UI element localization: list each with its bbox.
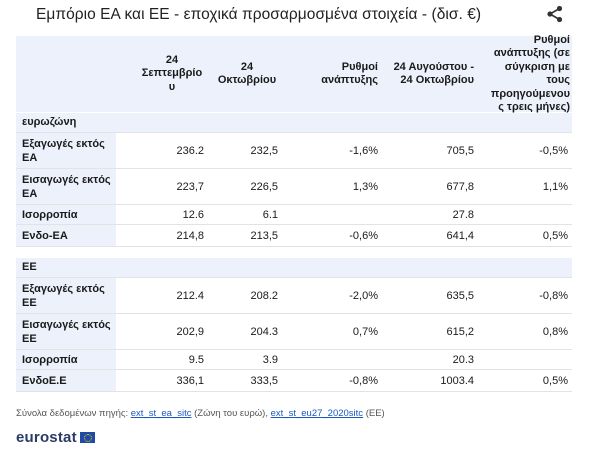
source-link-eu[interactable]: ext_st_eu27_2020sitc [270,408,364,419]
cell-c2: 204.3 [250,325,278,338]
cell-c1: 236.2 [176,144,204,157]
share-icon[interactable] [545,4,565,24]
table-row [16,314,572,350]
header-col-period: 24 Αυγούστου - 24 Οκτωβρίου [393,60,474,86]
cell-c5 [484,205,568,224]
cell-c3: -0,8% [349,374,378,387]
cell-c1: 202,9 [176,325,204,338]
cell-c1: 223,7 [176,180,204,193]
row-label: ΕνδοΕ.Ε [22,374,67,387]
title-bar [0,0,600,30]
table-row [16,205,572,225]
cell-c3: 1,3% [352,180,378,193]
cell-c4: 641,4 [446,229,474,242]
group-header [16,258,572,278]
source-mid: (Ζώνη του ευρώ), [194,408,268,419]
cell-c4: 20.3 [452,353,474,366]
table-row [16,133,572,169]
eurostat-logo[interactable] [16,428,95,446]
cell-c4: 677,8 [446,180,474,193]
cell-c2: 333,5 [250,374,278,387]
cell-c4: 635,5 [446,289,474,302]
cell-c3: -2,0% [349,289,378,302]
header-col-growth: Ρυθμοί ανάπτυξης [321,60,378,86]
cell-c4: 1003.4 [440,374,474,387]
cell-c3 [298,205,378,224]
cell-c2: 226,5 [250,180,278,193]
cell-c2: 6.1 [262,208,278,221]
cell-c5: 0,5% [542,374,568,387]
logo-text: eurostat [16,428,77,446]
group-header [16,113,572,133]
table-row [16,370,572,392]
source-link-ea[interactable]: ext_st_ea_sitc [130,408,192,419]
cell-c1: 336,1 [176,374,204,387]
source-note [16,408,385,419]
eu-flag-icon [80,432,95,443]
cell-c5: 0,8% [542,325,568,338]
row-label: Εξαγωγές εκτός ΕΕ [22,282,105,309]
table-header [16,33,572,113]
header-col-september: 24 Σεπτεμβρίο υ [141,53,203,93]
cell-c3: -0,6% [349,229,378,242]
table-row [16,278,572,314]
table-row [16,169,572,205]
source-suffix: (ΕΕ) [365,408,385,419]
cell-c1: 212.4 [176,289,204,302]
cell-c2: 208.2 [250,289,278,302]
row-label: Ενδο-ΕΑ [22,229,68,242]
header-col-growth-3m: Ρυθμοί ανάπτυξης (σε σύγκριση με τους προηγούμενου ς τρεις μήνες) [490,33,570,113]
source-prefix: Σύνολα δεδομένων πηγής: [16,408,129,419]
cell-c5 [484,350,568,369]
cell-c3 [298,350,378,369]
header-col-october: 24 Οκτωβρίου [217,60,277,86]
cell-c1: 9.5 [188,353,204,366]
cell-c3: -1,6% [349,144,378,157]
row-label: Εξαγωγές εκτός ΕΑ [22,137,105,164]
cell-c2: 213,5 [250,229,278,242]
row-label: Ισορροπία [22,353,78,366]
cell-c2: 232,5 [250,144,278,157]
cell-c4: 705,5 [446,144,474,157]
cell-c1: 214,8 [176,229,204,242]
cell-c2: 3.9 [262,353,278,366]
table-row [16,350,572,370]
row-label: Ισορροπία [22,208,78,221]
group-label: ευρωζώνη [22,116,77,128]
chart-title: Εμπόριο ΕΑ και ΕΕ - εποχικά προσαρμοσμένα στοιχεία - (δισ. €) [36,6,482,23]
cell-c5: 1,1% [542,180,568,193]
row-label: Εισαγωγές εκτός ΕΕ [22,318,111,345]
cell-c5: 0,5% [542,229,568,242]
cell-c3: 0,7% [352,325,378,338]
cell-c4: 615,2 [446,325,474,338]
cell-c1: 12.6 [182,208,204,221]
cell-c5: -0,5% [539,144,568,157]
row-label: Εισαγωγές εκτός ΕΑ [22,173,111,200]
group-label: ΕΕ [22,261,37,273]
table-row [16,225,572,247]
cell-c5: -0,8% [539,289,568,302]
cell-c4: 27.8 [452,208,474,221]
